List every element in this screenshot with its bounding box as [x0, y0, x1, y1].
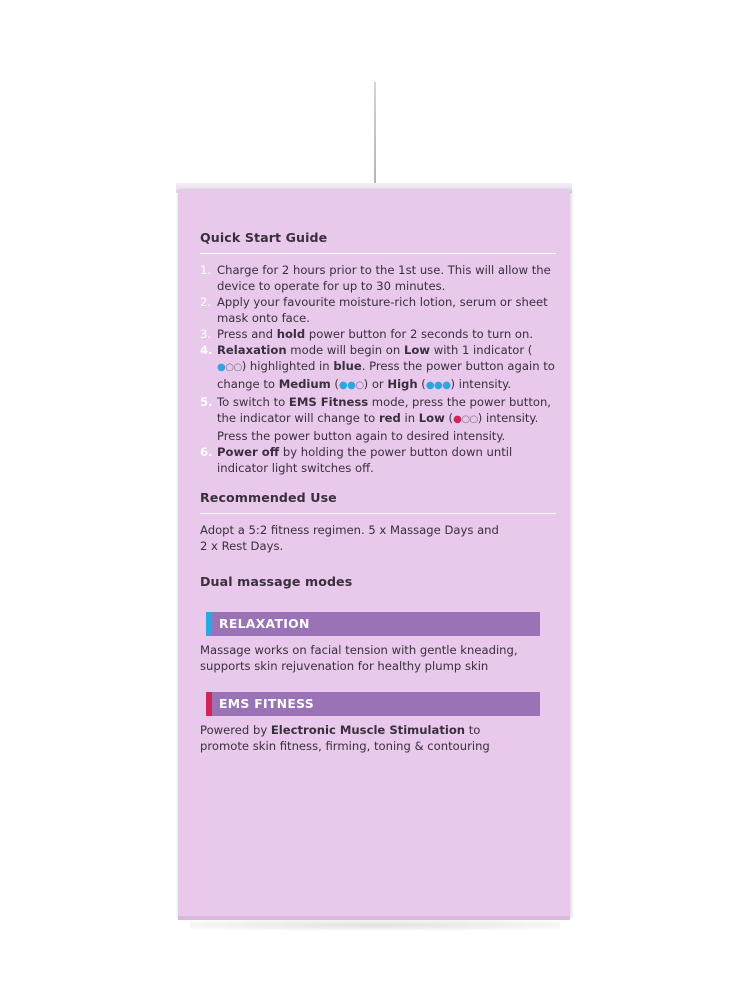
recommended-use-title: Recommended Use [200, 490, 337, 505]
indicator-low-blue-icon: ●○○ [217, 362, 242, 373]
steps-list [200, 262, 556, 476]
step-number: 1. [200, 263, 212, 277]
step-text: Apply your favourite moisture-rich lotion, serum or sheet mask onto face. [217, 295, 548, 325]
ems-banner [206, 692, 540, 716]
indicator-high-blue-icon: ●●● [425, 380, 451, 391]
step-text: Charge for 2 hours prior to the 1st use. This will allow the device to operate for up to 30 minutes. [217, 263, 551, 293]
step-1 [200, 262, 556, 294]
ems-text: Powered by Electronic Muscle Stimulation to promote skin fitness, firming, toning & contouring [200, 723, 490, 753]
hanging-wire [374, 82, 376, 188]
box-shadow [190, 920, 560, 930]
indicator-low-red-icon: ●○○ [453, 414, 478, 425]
step-3: 3. Press and hold power button for 2 seconds to turn on. [200, 327, 534, 341]
dual-modes-title: Dual massage modes [200, 574, 353, 589]
step-number: 6. [200, 445, 213, 459]
ems-accent [206, 692, 212, 716]
divider [200, 513, 556, 514]
indicator-medium-blue-icon: ●●○ [338, 380, 364, 391]
ems-label: EMS FITNESS [219, 696, 314, 711]
relaxation-accent [206, 612, 212, 636]
step-number: 5. [200, 395, 213, 409]
step-number: 4. [200, 343, 213, 357]
step-number: 3. [200, 327, 212, 341]
step-4: 4. Relaxation mode will begin on Low with 1 indicator (●○○) highlighted in blue. Press the power button again to change to Medium (●●○) or High (●●●) intensity. [200, 342, 556, 394]
relaxation-label: RELAXATION [219, 616, 310, 631]
recommended-use-text: Adopt a 5:2 fitness regimen. 5 x Massage Days and 2 x Rest Days. [200, 523, 499, 553]
step-number: 2. [200, 295, 212, 309]
step-2 [200, 294, 556, 326]
divider [200, 253, 556, 254]
relaxation-banner [206, 612, 540, 636]
step-6: 6. Power off by holding the power button down until indicator light switches off. [200, 445, 513, 475]
box-print [200, 230, 556, 754]
step-5: 5. To switch to EMS Fitness mode, press the power button, the indicator will change to red in Low (●○○) intensity. Press the power button again to desired intensity. [200, 395, 551, 443]
relaxation-text: Massage works on facial tension with gentle kneading, supports skin rejuvenation for healthy plump skin [200, 643, 518, 673]
quick-start-title: Quick Start Guide [200, 230, 328, 245]
